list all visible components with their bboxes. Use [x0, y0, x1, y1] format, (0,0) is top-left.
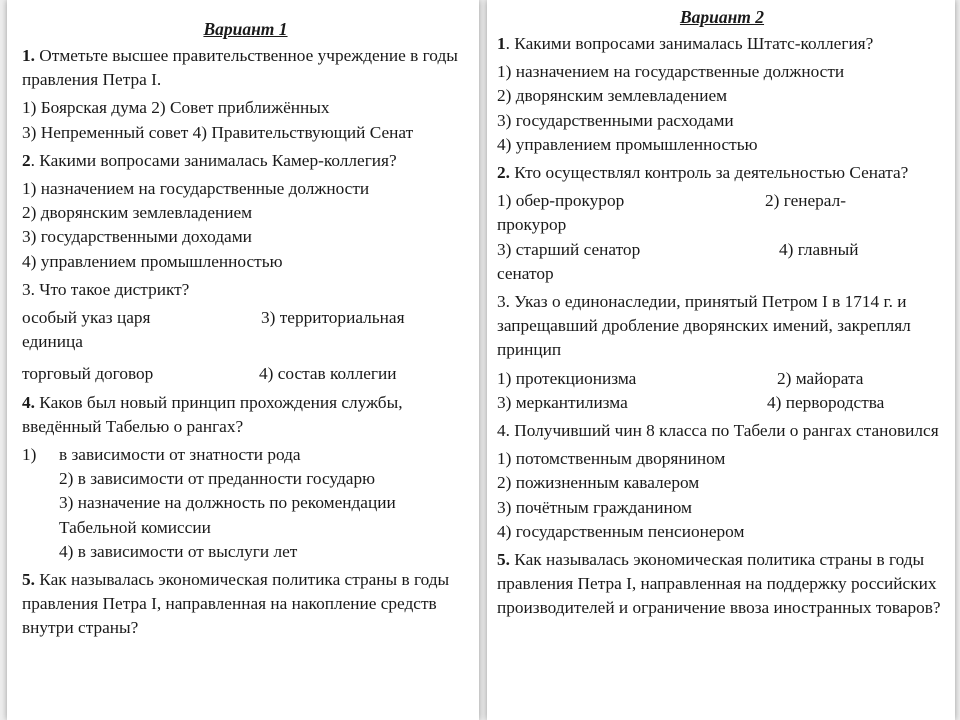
v1-q1-answer-line: 1) Боярская дума 2) Совет приближённых — [22, 98, 330, 118]
v2-question-2 — [497, 161, 947, 286]
v2-q1-answer: 2) дворянским землевладением — [497, 86, 728, 106]
v1-q2-answer: 1) назначением на государственные должности — [22, 179, 370, 199]
v2-q1-text: . Какими вопросами занималась Штатс-коллегия? — [505, 34, 874, 53]
v1-q5-text: Как называлась экономическая политика страны в годы правления Петра I, направленная на накопление средств внутри страны? — [22, 570, 450, 638]
variant-2-column — [487, 0, 955, 720]
v1-q3-answer-1: особый указ царя — [22, 308, 151, 328]
v2-q5-text: Как называлась экономическая политика страны в годы правления Петра I, направленная на поддержку российских производителей и ограничение ввоза иностранных товаров? — [497, 550, 941, 618]
v1-q4-text: Каков был новый принцип прохождения службы, введённый Табелью о рангах? — [22, 392, 403, 436]
v1-q3-answer-2: торговый договор — [22, 364, 154, 384]
v2-q4-answer: 1) потомственным дворянином — [497, 449, 726, 469]
v1-question-3 — [22, 278, 469, 387]
v1-q2-answer: 3) государственными доходами — [22, 227, 252, 247]
v1-question-2 — [22, 149, 469, 274]
v2-q3-answer-2: 2) майората — [777, 368, 864, 388]
v2-q2-text: Кто осуществлял контроль за деятельностью Сената? — [509, 163, 909, 183]
v2-question-4 — [497, 419, 947, 544]
v2-q3-answer-4: 4) первородства — [767, 392, 885, 412]
v1-q4-answer-2: 2) в зависимости от преданности государю — [59, 469, 375, 489]
v2-q1-answer: 4) управлением промышленностью — [497, 134, 758, 154]
v2-q4-answer: 3) почётным гражданином — [497, 497, 692, 517]
v2-q2-answer-3: 3) старший сенатор — [497, 239, 641, 259]
v1-q1-number: 1. — [22, 46, 35, 65]
v1-q2-answer: 4) управлением промышленностью — [22, 251, 283, 271]
v2-q2-answer-4-cont: сенатор — [497, 263, 554, 283]
v2-q2-answer-4: 4) главный — [779, 239, 859, 259]
v2-q2-answer-2-cont: прокурор — [497, 215, 567, 235]
v1-q4-answer-4: 4) в зависимости от выслуги лет — [59, 541, 298, 561]
v1-question-5 — [22, 568, 469, 641]
variant-1-title: Вариант 1 — [203, 19, 288, 39]
v1-q3-answer-3: 3) территориальная — [261, 308, 405, 328]
v2-q1-answer: 3) государственными расходами — [497, 110, 734, 130]
v2-q4-text: 4. Получивший чин 8 класса по Табели о рангах становился — [497, 421, 939, 441]
v1-q3-answer-3-cont: единица — [22, 332, 83, 352]
v1-q5-number: 5. — [22, 570, 35, 590]
variant-1-column — [7, 0, 479, 720]
v2-q3-answer-1: 1) протекционизма — [497, 368, 637, 388]
v2-q2-answer-2: 2) генерал- — [765, 191, 847, 211]
v2-question-3 — [497, 290, 947, 415]
v2-q1-answer: 1) назначением на государственные должности — [497, 62, 845, 82]
v2-question-5 — [497, 548, 947, 621]
v2-q3-text: 3. Указ о единонаследии, принятый Петром I в 1714 г. и запрещавший дробление дворянских имений, закреплял принцип — [497, 292, 911, 360]
v1-q2-text: . Какими вопросами занималась Камер-коллегия? — [30, 150, 397, 170]
v1-question-1 — [22, 44, 469, 145]
v2-q2-answer-1: 1) обер-прокурор — [497, 191, 625, 211]
v1-q3-answer-4: 4) состав коллегии — [259, 364, 397, 384]
v1-q1-answer-line: 3) Непременный совет 4) Правительствующий Сенат — [22, 122, 414, 142]
v1-q4-answer-1-number: 1) — [22, 445, 37, 465]
v2-q1-number: 1 — [497, 34, 506, 53]
v2-q2-number: 2. — [497, 163, 510, 183]
v2-q3-answer-3: 3) меркантилизма — [497, 392, 628, 412]
v2-question-1 — [497, 32, 947, 157]
v1-q4-number: 4. — [22, 392, 35, 412]
variant-2-title: Вариант 2 — [679, 7, 765, 27]
v1-q4-answer-3: 3) назначение на должность по рекомендации Табельной комиссии — [59, 493, 396, 537]
v2-q5-number: 5. — [497, 550, 510, 570]
v1-question-4 — [22, 391, 469, 564]
v1-q1-text: Отметьте высшее правительственное учреждение в годы правления Петра I. — [22, 46, 458, 90]
v2-q4-answer: 2) пожизненным кавалером — [497, 473, 700, 493]
v1-q2-answer: 2) дворянским землевладением — [22, 203, 253, 223]
v2-q4-answer: 4) государственным пенсионером — [497, 521, 745, 541]
v1-q3-text: 3. Что такое дистрикт? — [22, 279, 190, 299]
v1-q2-number: 2 — [22, 150, 31, 170]
v1-q4-answer-1: в зависимости от знатности рода — [59, 445, 301, 465]
